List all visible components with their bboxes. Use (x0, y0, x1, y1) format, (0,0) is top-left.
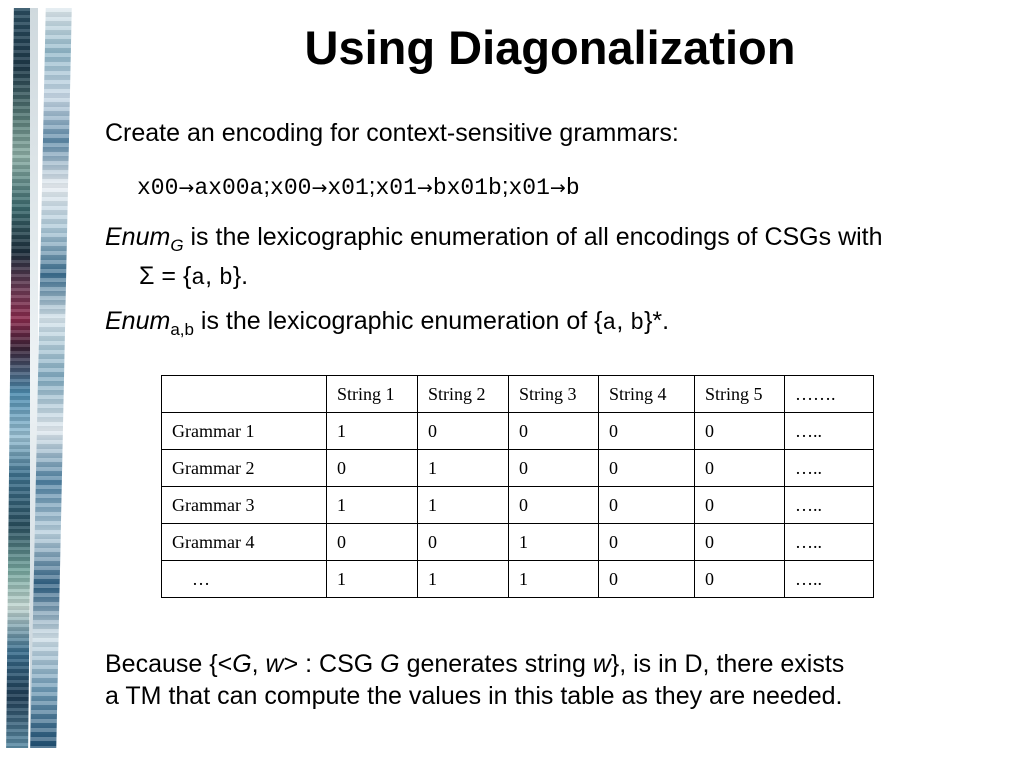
rule-separator: ; (368, 173, 376, 200)
table-cell: 0 (509, 413, 599, 450)
footer-line-2: a TM that can compute the values in this table as they are needed. (105, 682, 843, 710)
table-cell: ….. (785, 450, 874, 487)
footer-w: w (265, 650, 284, 678)
rule-3-lhs: x01 (375, 175, 417, 201)
diagonalization-table (161, 375, 874, 598)
table-cell: 0 (327, 524, 418, 561)
comma: , (616, 307, 631, 335)
table-cell: Grammar 1 (162, 413, 327, 450)
enum-ab-paragraph (105, 306, 669, 345)
table-cell: 1 (418, 450, 509, 487)
rule-separator: ; (501, 173, 509, 200)
comma: , (205, 262, 220, 290)
table-header-row (162, 376, 874, 413)
table-cell: 0 (418, 524, 509, 561)
table-row (162, 487, 874, 524)
table-header-cell: String 1 (327, 376, 418, 413)
slide-title: Using Diagonalization (304, 21, 796, 74)
table-cell: 0 (599, 561, 695, 598)
arrow-icon: → (549, 177, 566, 199)
table-cell: 0 (599, 413, 695, 450)
table-row (162, 561, 874, 598)
enum-g-text: is the lexicographic enumeration of all encodings of CSGs with (183, 223, 883, 251)
table-cell: 0 (599, 450, 695, 487)
table-header-cell: String 5 (695, 376, 785, 413)
table-row (162, 524, 874, 561)
table-cell: ….. (785, 524, 874, 561)
table-cell: 0 (509, 487, 599, 524)
table-cell: 1 (418, 487, 509, 524)
table-cell: … (162, 561, 327, 598)
intro-text: Create an encoding for context-sensitive grammars: (105, 119, 679, 147)
enum-g-sigma-line (105, 261, 883, 293)
grammar-rules (137, 172, 580, 203)
arrow-icon: → (311, 177, 328, 199)
enum-g-paragraph (105, 222, 883, 293)
rule-1-lhs: x00 (137, 175, 179, 201)
rule-separator: ; (263, 173, 271, 200)
table-cell: 1 (327, 561, 418, 598)
table-cell: 0 (695, 413, 785, 450)
table-cell: 0 (418, 413, 509, 450)
table-header-cell: String 2 (418, 376, 509, 413)
footer-part: }, is in D, there exists (610, 650, 845, 678)
table-cell: 0 (695, 450, 785, 487)
table-cell: 1 (509, 561, 599, 598)
sigma-label: Σ = { (139, 262, 192, 290)
footer-w: w (592, 650, 611, 678)
footer-part: generates string (399, 650, 593, 678)
rule-2-lhs: x00 (270, 175, 312, 201)
table-header-cell: String 4 (599, 376, 695, 413)
table-cell: 0 (509, 450, 599, 487)
rule-3-rhs: bx01b (432, 175, 502, 201)
table-cell: 0 (695, 561, 785, 598)
symbol-b: b (630, 310, 645, 336)
table-cell: 1 (509, 524, 599, 561)
enum-g-name: Enum (105, 223, 171, 251)
arrow-icon: → (416, 177, 433, 199)
table-cell: 0 (695, 524, 785, 561)
table-cell: Grammar 4 (162, 524, 327, 561)
table-cell: ….. (785, 413, 874, 450)
table-cell: ….. (785, 561, 874, 598)
table-cell: 1 (418, 561, 509, 598)
footer-g: G (232, 650, 252, 678)
enum-ab-close: }*. (644, 307, 670, 335)
symbol-b: b (219, 265, 233, 291)
table-row (162, 413, 874, 450)
enum-ab-text: is the lexicographic enumeration of { (193, 307, 603, 335)
rule-1-rhs: ax00a (194, 175, 264, 201)
footer-part: > : CSG (283, 650, 381, 678)
table-cell: Grammar 3 (162, 487, 327, 524)
table-cell: Grammar 2 (162, 450, 327, 487)
table-cell: 0 (327, 450, 418, 487)
table-header-cell: ……. (785, 376, 874, 413)
enum-ab-subscript: a,b (170, 320, 194, 339)
footer-part: Because {< (105, 650, 233, 678)
enum-g-subscript: G (170, 236, 184, 255)
table-row (162, 450, 874, 487)
table-cell: 1 (327, 413, 418, 450)
table-header-cell: String 3 (509, 376, 599, 413)
symbol-a: a (191, 265, 206, 291)
rule-4-rhs: b (565, 175, 580, 201)
enum-ab-name: Enum (105, 307, 171, 335)
rule-2-rhs: x01 (327, 175, 369, 201)
symbol-a: a (602, 310, 617, 336)
table-header-cell (162, 376, 327, 413)
table-cell: 0 (599, 524, 695, 561)
sigma-close: }. (232, 262, 249, 290)
table-cell: 0 (599, 487, 695, 524)
table-cell: 0 (695, 487, 785, 524)
rule-4-lhs: x01 (508, 175, 550, 201)
table-cell: ….. (785, 487, 874, 524)
footer-g: G (380, 650, 400, 678)
arrow-icon: → (178, 177, 195, 199)
table-cell: 1 (327, 487, 418, 524)
footer-paragraph (105, 648, 844, 712)
footer-part: , (251, 650, 266, 678)
